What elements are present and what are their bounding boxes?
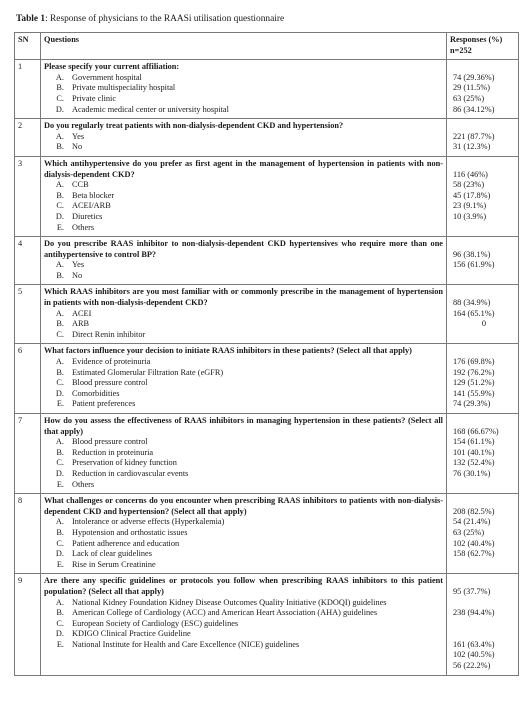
response-value: 58 (23%) [453,180,485,190]
response-value: 154 (61.1%) [453,437,495,447]
response-value: 132 (52.4%) [453,458,495,468]
option-text: ARB [72,319,90,329]
question-text: Are there any specific guidelines or protocols you follow when prescribing RAAS inhibitors to this patient population? (Select all that apply) [44,576,443,596]
header-sn: SN [15,33,41,60]
option-text: No [72,270,83,280]
option-item [44,437,443,448]
response-value: 29 (11.5%) [453,83,491,93]
header-responses-label: Responses (%) [450,35,503,44]
option-item [44,480,443,491]
option-text: Rise in Serum Creatinine [72,559,156,569]
option-item [44,223,443,234]
option-letter: B. [56,319,64,329]
response-value: 63 (25%) [453,93,485,103]
option-letter: A. [55,260,64,270]
question-cell [41,119,447,157]
response-value: 63 (25%) [453,527,485,537]
response-value: 23 (9.1%) [453,201,487,211]
option-text: Intolerance or adverse effects (Hyperkalemia) [72,517,225,527]
option-text: Blood pressure control [72,378,148,388]
option-letter: E. [56,222,64,232]
option-letter: A. [55,308,64,318]
question-cell [41,60,447,119]
option-text: Comorbidities [72,388,120,398]
option-text: Direct Renin inhibitor [72,329,146,339]
header-questions: Questions [41,33,447,60]
option-letter: D. [55,104,64,114]
option-text: No [72,142,83,152]
response-value: 56 (22.2%) [453,661,491,671]
option-letter: C. [56,538,64,548]
header-n: n=252 [450,45,472,55]
response-value: 101 (40.1%) [453,447,495,457]
option-letter: D. [55,468,64,478]
option-letter: C. [56,618,64,628]
response-value: 74 (29.36%) [453,72,495,82]
option-item [44,357,443,368]
option-letter: A. [55,437,64,447]
option-text: Private clinic [72,93,117,103]
response-value: 86 (34.12%) [453,104,495,114]
response-value: 156 (61.9%) [453,260,495,270]
option-item [44,448,443,459]
option-text: Estimated Glomerular Filtration Rate (eGFR) [72,367,224,377]
response-value: 88 (34.9%) [453,298,491,308]
option-text: Lack of clear guidelines [72,549,152,559]
option-text: Evidence of proteinuria [72,357,151,367]
option-letter: B. [56,527,64,537]
option-item [44,517,443,528]
question-cell [41,156,447,236]
option-letter: C. [56,458,64,468]
option-letter: C. [56,93,64,103]
option-item [44,640,443,651]
option-item [44,368,443,379]
option-item [44,180,443,191]
response-spacer [453,121,515,132]
option-letter: E. [56,559,64,569]
option-text: ACEI/ARB [72,201,111,211]
option-letter: A. [55,357,64,367]
response-value: 176 (69.8%) [453,357,495,367]
response-spacer [453,416,515,427]
question-row [15,119,519,157]
response-value: 129 (51.2%) [453,378,495,388]
option-item [44,629,443,640]
option-item [44,598,443,609]
option-text: American College of Cardiology (ACC) and American Heart Association (AHA) guidelines [72,608,378,618]
response-spacer [453,159,515,170]
responses-cell [447,414,519,494]
row-sn: 4 [15,237,41,285]
option-item [44,105,443,116]
response-value [453,629,515,640]
row-sn: 3 [15,156,41,236]
option-item [44,549,443,560]
option-text: National Institute for Health and Care Excellence (NICE) guidelines [72,639,300,649]
option-item [44,389,443,400]
option-letter: C. [56,201,64,211]
option-text: Preservation of kidney function [72,458,177,468]
response-spacer [453,576,515,587]
response-value: 168 (66.67%) [453,426,499,436]
caption-label: Table 1 [16,14,46,24]
response-value: 158 (62.7%) [453,549,495,559]
row-sn: 6 [15,344,41,414]
option-item [44,142,443,153]
option-text: Yes [72,260,85,270]
option-item [44,73,443,84]
option-text: Yes [72,131,85,141]
question-cell [41,494,447,574]
response-value [453,598,515,609]
response-value: 74 (29.3%) [453,399,491,409]
option-text: Hypotension and orthostatic issues [72,527,188,537]
response-value: 31 (12.3%) [453,142,491,152]
question-cell [41,574,447,675]
question-text: How do you assess the effectiveness of RAAS inhibitors in managing hypertension in these patients? (Select all that apply) [44,416,443,436]
question-row [15,60,519,119]
option-letter: B. [56,142,64,152]
option-letter: A. [55,72,64,82]
option-text: Patient adherence and education [72,538,180,548]
responses-cell [447,344,519,414]
option-text: Government hospital [72,72,142,82]
option-item [44,378,443,389]
question-row [15,237,519,285]
responses-cell [447,60,519,119]
row-sn: 8 [15,494,41,574]
option-item [44,539,443,550]
option-text: European Society of Cardiology (ESC) guidelines [72,618,239,628]
response-value: 221 (87.7%) [453,131,495,141]
option-letter: A. [55,597,64,607]
option-item [44,399,443,410]
option-letter: A. [55,517,64,527]
option-text: Blood pressure control [72,437,148,447]
option-item [44,309,443,320]
option-text: Others [72,479,95,489]
option-letter: B. [56,190,64,200]
option-letter: B. [56,270,64,280]
response-value: 161 (63.4%) [453,639,495,649]
option-letter: E. [56,399,64,409]
row-sn: 9 [15,574,41,675]
responses-cell [447,574,519,675]
option-text: Beta blocker [72,190,115,200]
option-text: ACEI [72,308,92,318]
row-sn: 7 [15,414,41,494]
question-cell [41,237,447,285]
option-letter: A. [55,180,64,190]
option-item [44,191,443,202]
response-spacer [453,346,515,357]
option-item [44,94,443,105]
table-body [15,60,519,675]
option-text: Reduction in proteinuria [72,447,154,457]
option-item [44,469,443,480]
response-value: 208 (82.5%) [453,506,495,516]
response-value: 102 (40.4%) [453,538,495,548]
row-sn: 2 [15,119,41,157]
response-value: 0 [481,319,487,329]
option-letter: B. [56,608,64,618]
question-row [15,285,519,344]
option-text: Private multispeciality hospital [72,83,176,93]
question-row [15,414,519,494]
table-caption [16,14,284,25]
response-value [453,619,515,630]
question-cell [41,414,447,494]
row-sn: 5 [15,285,41,344]
option-letter: B. [56,83,64,93]
response-spacer [453,62,515,73]
option-item [44,330,443,341]
option-item [44,201,443,212]
option-item [44,271,443,282]
option-item [44,212,443,223]
response-spacer [453,239,515,250]
response-value: 238 (94.4%) [453,608,495,618]
option-text: National Kidney Foundation Kidney Disease Outcomes Quality Initiative (KDOQI) guidelines [72,597,387,607]
option-item [44,83,443,94]
response-spacer [453,496,515,507]
question-row [15,156,519,236]
option-text: Others [72,222,95,232]
header-responses [447,33,519,60]
option-text: Academic medical center or university hospital [72,104,229,114]
question-cell [41,344,447,414]
question-text: Do you regularly treat patients with non-dialysis-dependent CKD and hypertension? [44,121,344,131]
option-item [44,260,443,271]
question-text: Which antihypertensive do you prefer as first agent in the management of hypertension in patients with non-dialysis-dependent CKD? [44,158,443,179]
response-value: 45 (17.8%) [453,190,491,200]
response-value: 116 (46%) [453,169,488,179]
option-text: KDIGO Clinical Practice Guideline [72,629,191,639]
response-value: 96 (38.1%) [453,249,491,259]
option-item [44,560,443,571]
option-letter: D. [55,549,64,559]
response-value: 192 (76.2%) [453,367,495,377]
question-row [15,494,519,574]
option-item [44,528,443,539]
question-cell [41,285,447,344]
option-letter: D. [55,388,64,398]
option-letter: C. [56,329,64,339]
response-value: 164 (65.1%) [453,308,495,318]
responses-cell [447,119,519,157]
caption-text: : Response of physicians to the RAASi utilisation questionnaire [45,14,285,24]
option-letter: E. [56,639,64,649]
responses-cell [447,237,519,285]
question-text: What factors influence your decision to initiate RAAS inhibitors in these patients? (Select all that apply) [44,346,412,356]
row-sn: 1 [15,60,41,119]
question-text: Please specify your current affiliation: [44,62,180,72]
option-letter: D. [55,629,64,639]
option-letter: E. [56,479,64,489]
question-row [15,344,519,414]
response-value: 10 (3.9%) [453,211,487,221]
option-letter: B. [56,367,64,377]
option-item [44,319,443,330]
option-letter: D. [55,211,64,221]
option-letter: A. [55,131,64,141]
option-text: Patient preferences [72,399,136,409]
responses-cell [447,156,519,236]
option-text: CCB [72,180,89,190]
question-text: Do you prescribe RAAS inhibitor to non-dialysis-dependent CKD hypertensives who require more than one antihypertensive to control BP? [44,239,443,259]
option-item [44,608,443,619]
option-letter: C. [56,378,64,388]
response-value: 76 (30.1%) [453,468,491,478]
option-text: Reduction in cardiovascular events [72,468,189,478]
questionnaire-table [14,32,519,676]
response-value: 141 (55.9%) [453,388,495,398]
option-letter: B. [56,447,64,457]
response-value: 102 (40.5%) [453,650,495,660]
responses-cell [447,285,519,344]
response-spacer [453,287,515,298]
question-text: What challenges or concerns do you encounter when prescribing RAAS inhibitors to patients with non-dialysis-dependent CKD and hypertension? (Select all that apply) [44,496,443,516]
response-value: 95 (37.7%) [453,586,491,596]
option-item [44,619,443,630]
question-text: Which RAAS inhibitors are you most familiar with or commonly prescribe in the management of hypertension in patients with non-dialysis-dependent CKD? [44,287,443,308]
option-item [44,132,443,143]
option-item [44,458,443,469]
responses-cell [447,494,519,574]
option-text: Diuretics [72,211,103,221]
response-value: 54 (21.4%) [453,517,491,527]
table-header-row [15,33,519,60]
question-row [15,574,519,675]
